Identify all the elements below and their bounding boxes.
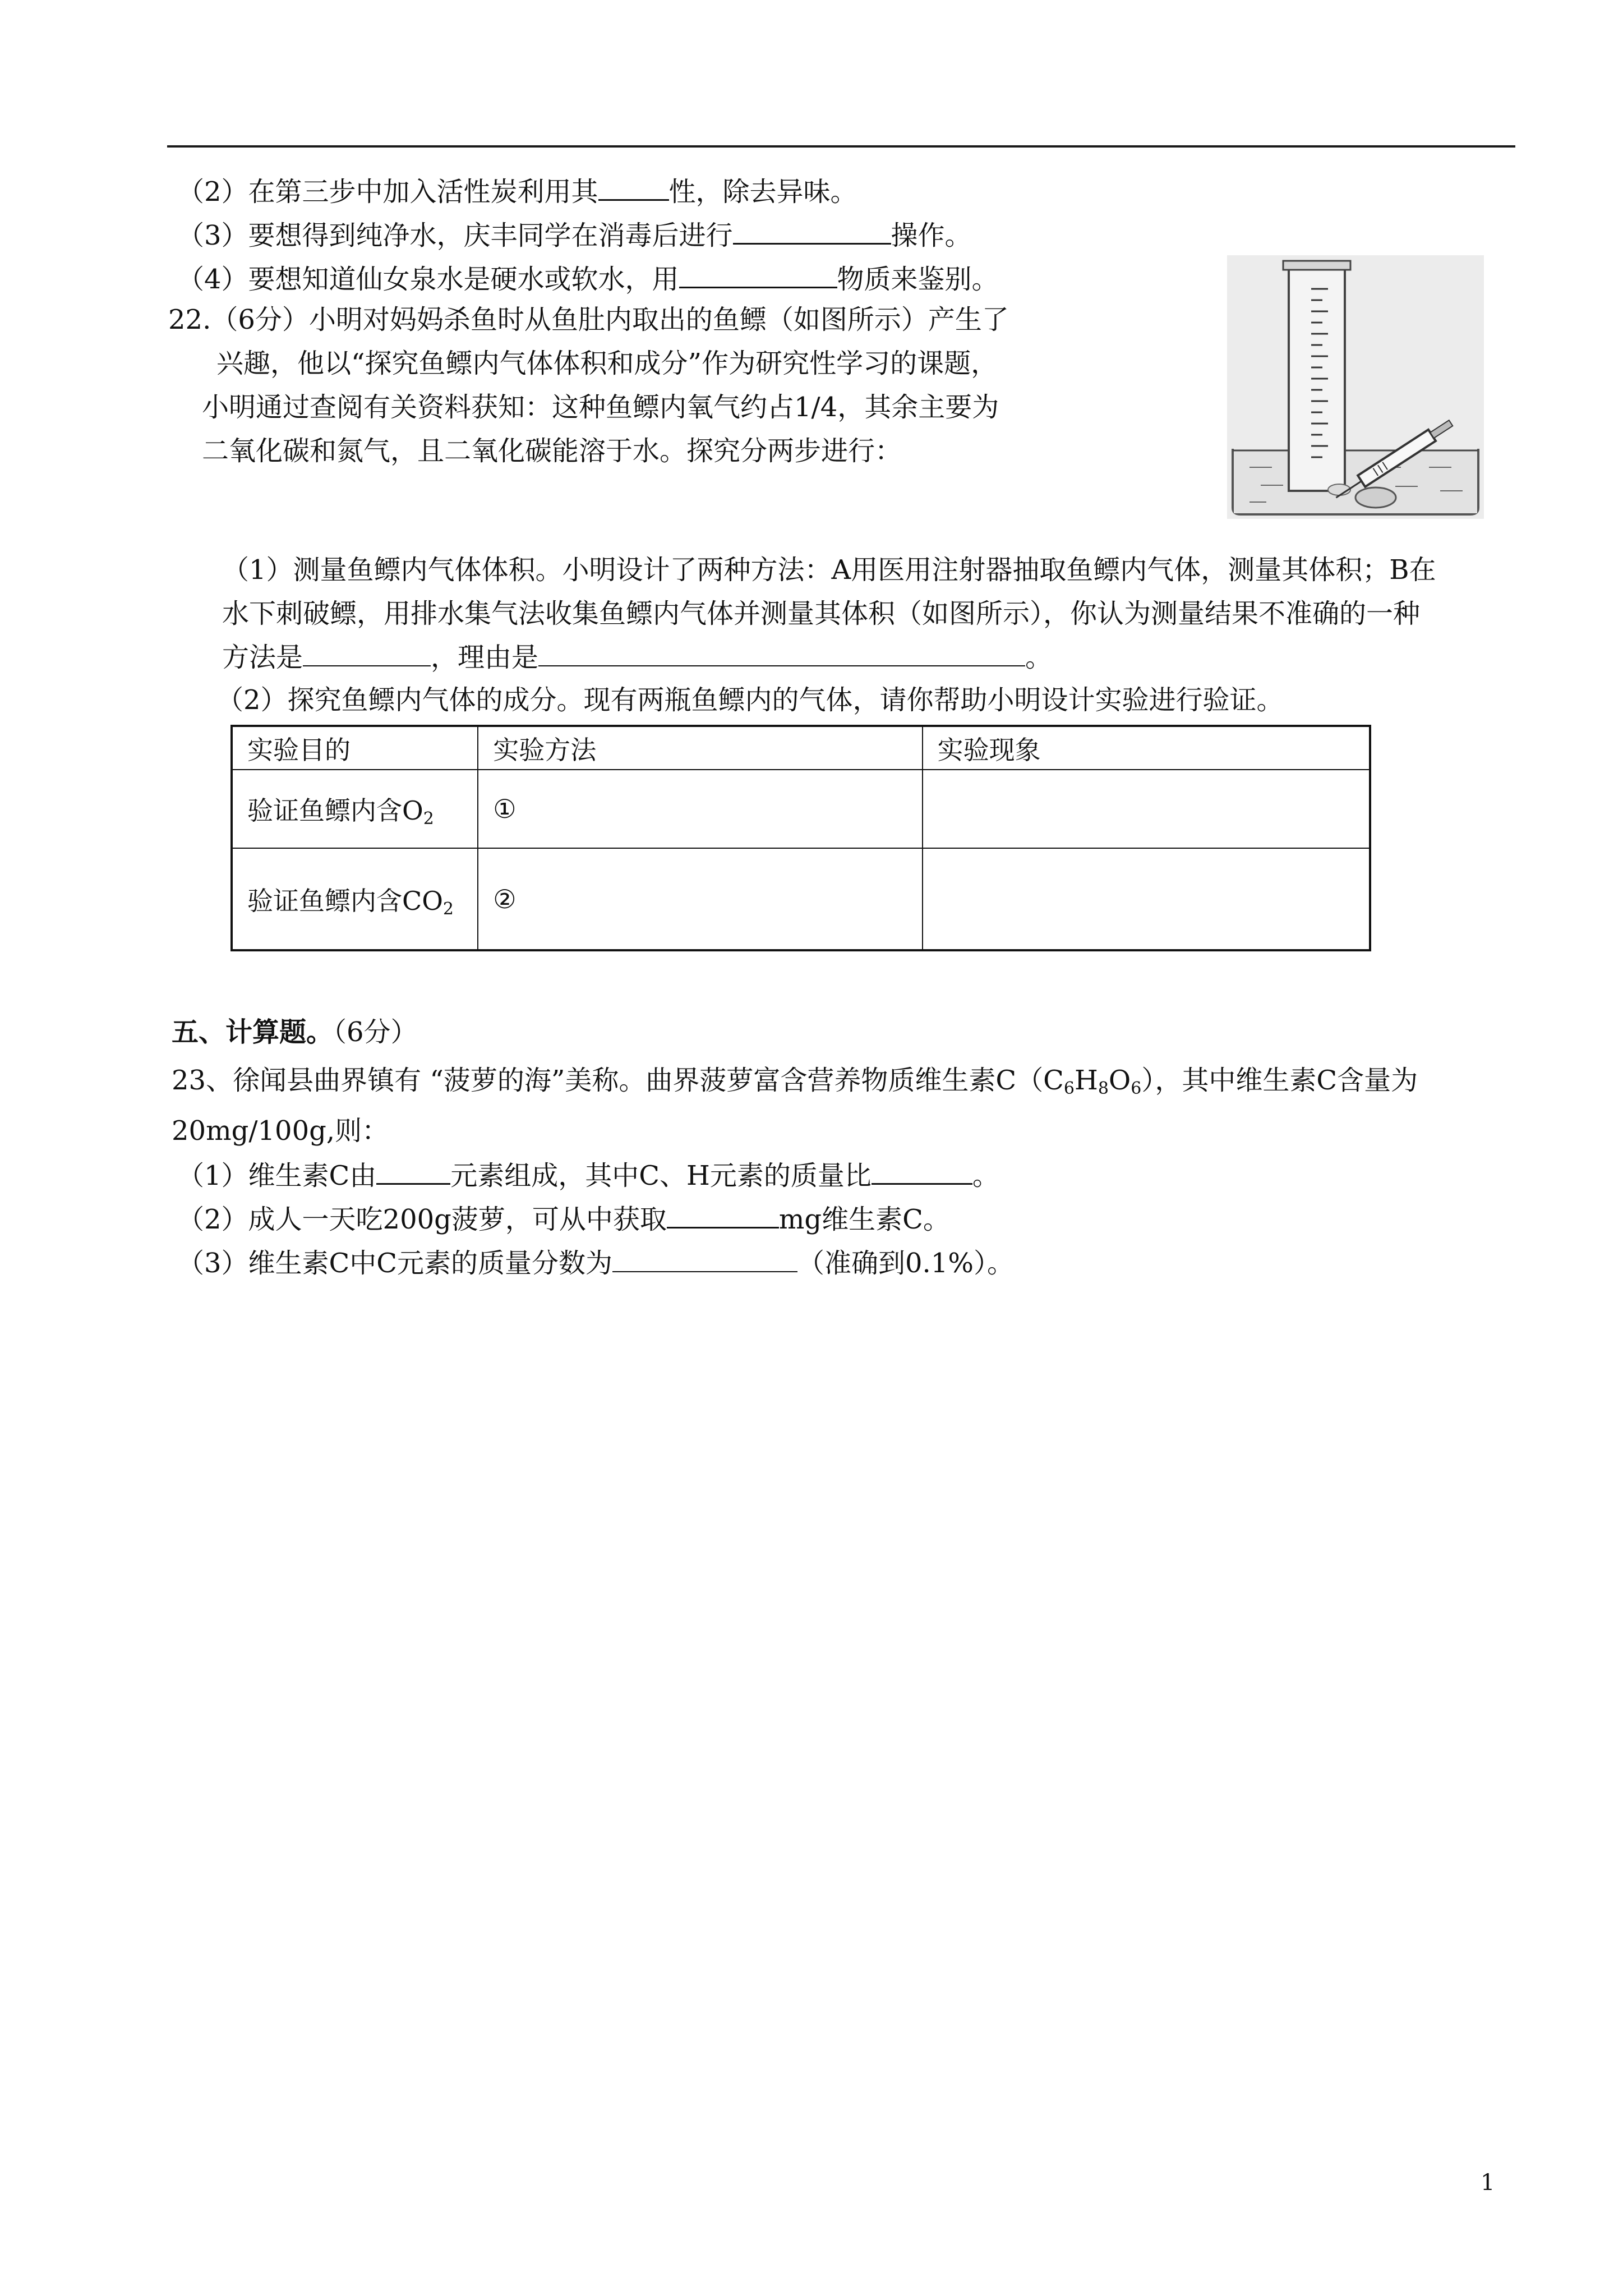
q21-part3-blank[interactable] [733, 220, 891, 245]
q22-part1-line-1: （1）测量鱼鳔内气体体积。小明设计了两种方法：A用医用注射器抽取鱼鳔内气体，测量其体积；B在 [222, 554, 1436, 586]
q22-part2: （2）探究鱼鳔内气体的成分。现有两瓶鱼鳔内的气体，请你帮助小明设计实验进行验证。 [216, 684, 1284, 716]
q23-line-1: 23、徐闻县曲界镇有 “菠萝的海”美称。曲界菠萝富含营养物质维生素$C(C_6H_8O_6)$，其中维生素C含量为 [172, 1065, 1418, 1098]
q21-part4-blank[interactable] [679, 264, 837, 288]
q22-intro-line-4: 二氧化碳和氮气，且二氧化碳能溶于水。探究分两步进行： [202, 435, 902, 467]
q22-part1-line-2: 水下刺破鳔，用排水集气法收集鱼鳔内气体并测量其体积（如图所示），你认为测量结果不准确的一种 [222, 598, 1421, 629]
q22-reason-blank[interactable] [538, 643, 1025, 666]
phenomenon-cell-1[interactable] [923, 770, 1370, 848]
header-method: 实验方法 [478, 726, 922, 770]
q23-part2: （2）成人一天吃200g菠萝，可从中获取 mg维生素C。 [177, 1204, 950, 1235]
q23-vitamin-amount-blank[interactable] [667, 1204, 779, 1228]
experiment-table [230, 725, 1371, 951]
method-cell-2[interactable]: ② [478, 848, 922, 950]
goal-cell-o2: 验证鱼鳔内含$O_2$ [232, 770, 478, 848]
table-row [232, 770, 1370, 848]
q23-line-2: 20mg/100g,则： [172, 1115, 389, 1147]
q21-part4: （4）要想知道仙女泉水是硬水或软水，用 物质来鉴别。 [177, 264, 999, 295]
q22-intro-line-1: 22.（6分）小明对妈妈杀鱼时从鱼肚内取出的鱼鳔（如图所示）产生了 [168, 304, 1009, 335]
goal-cell-co2: 验证鱼鳔内含$CO_2$ [232, 848, 478, 950]
q23-part1: （1）维生素C由 元素组成，其中C、H元素的质量比 。 [177, 1160, 999, 1191]
table-header-row [232, 726, 1370, 770]
header-phenomenon: 实验现象 [923, 726, 1370, 770]
q22-method-blank[interactable] [303, 643, 431, 666]
fish-bladder-gas-collection-figure [1227, 255, 1484, 519]
q23-mass-ratio-blank[interactable] [872, 1161, 972, 1185]
q23-mass-fraction-blank[interactable] [612, 1249, 797, 1272]
header-rule [167, 145, 1515, 148]
q23-elements-blank[interactable] [376, 1161, 450, 1185]
page-number: 1 [1481, 2170, 1495, 2196]
q21-part2-blank[interactable] [598, 177, 669, 201]
q23-part3: （3）维生素C中C元素的质量分数为 （准确到0.1%）。 [177, 1248, 1014, 1279]
header-goal: 实验目的 [232, 726, 478, 770]
q22-intro-line-3: 小明通过查阅有关资料获知：这种鱼鳔内氧气约占1/4，其余主要为 [202, 392, 999, 423]
q22-part1-line-3: 方法是 ，理由是 。 [222, 642, 1053, 673]
method-cell-1[interactable]: ① [478, 770, 922, 848]
table-row [232, 848, 1370, 950]
q21-part3: （3）要想得到纯净水，庆丰同学在消毒后进行 操作。 [177, 220, 972, 251]
section-5-heading: 五、计算题。（6分） [172, 1016, 418, 1048]
q21-part2: （2）在第三步中加入活性炭利用其 性，除去异味。 [177, 176, 857, 208]
q22-intro-line-2: 兴趣，他以“探究鱼鳔内气体体积和成分”作为研究性学习的课题， [216, 348, 998, 379]
phenomenon-cell-2[interactable] [923, 848, 1370, 950]
